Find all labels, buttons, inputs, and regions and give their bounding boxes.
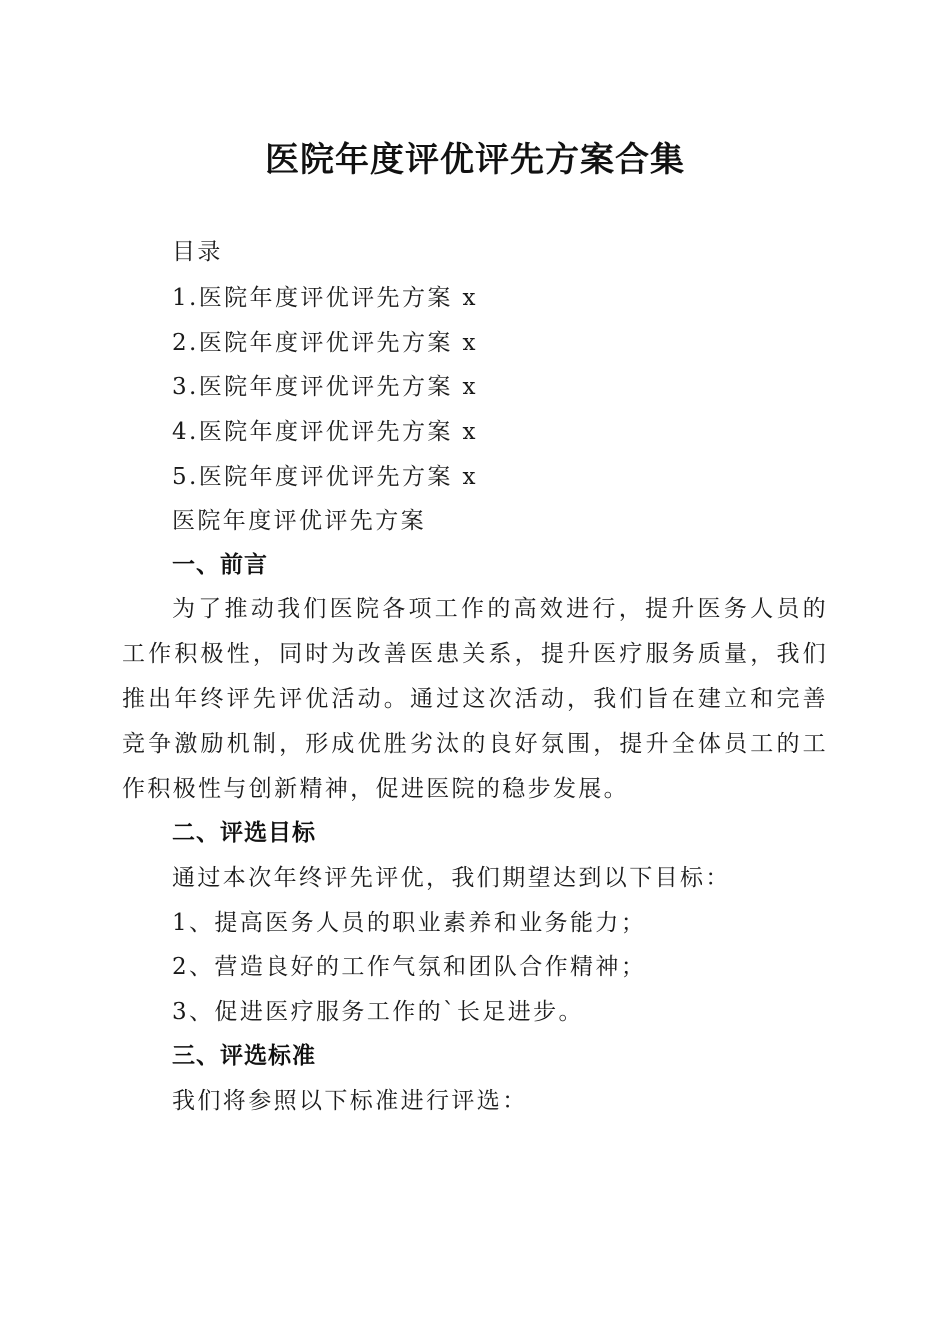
criteria-intro: 我们将参照以下标准进行评选： — [172, 1088, 528, 1114]
goal-item-1: 1、提高医务人员的职业素养和业务能力； — [172, 910, 647, 936]
document-title: 医院年度评优评先方案合集 — [265, 140, 685, 180]
goals-intro: 通过本次年终评先评优，我们期望达到以下目标： — [172, 865, 731, 891]
toc-item-1: 1.医院年度评优评先方案 x — [172, 285, 478, 311]
toc-item-3: 3.医院年度评优评先方案 x — [172, 374, 478, 400]
preface-heading: 一、前言 — [172, 552, 268, 578]
criteria-heading: 三、评选标准 — [172, 1043, 316, 1069]
goal-item-3: 3、促进医疗服务工作的`长足进步。 — [172, 999, 584, 1025]
toc-label: 目录 — [172, 239, 223, 265]
toc-item-2: 2.医院年度评优评先方案 x — [172, 330, 478, 356]
goal-item-2: 2、营造良好的工作气氛和团队合作精神； — [172, 954, 647, 980]
toc-item-4: 4.医院年度评优评先方案 x — [172, 419, 478, 445]
preface-paragraph: 为了推动我们医院各项工作的高效进行，提升医务人员的工作积极性，同时为改善医患关系，提升医疗服务质量，我们推出年终评先评优活动。通过这次活动，我们旨在建立和完善竞争激励机制，形成优胜劣汰的良好氛围，提升全体员工的工作积极性与创新精神，促进医院的稳步发展。 — [122, 596, 828, 802]
goals-heading: 二、评选目标 — [172, 820, 316, 846]
toc-item-5: 5.医院年度评优评先方案 x — [172, 464, 478, 490]
section-title: 医院年度评优评先方案 — [172, 508, 426, 534]
